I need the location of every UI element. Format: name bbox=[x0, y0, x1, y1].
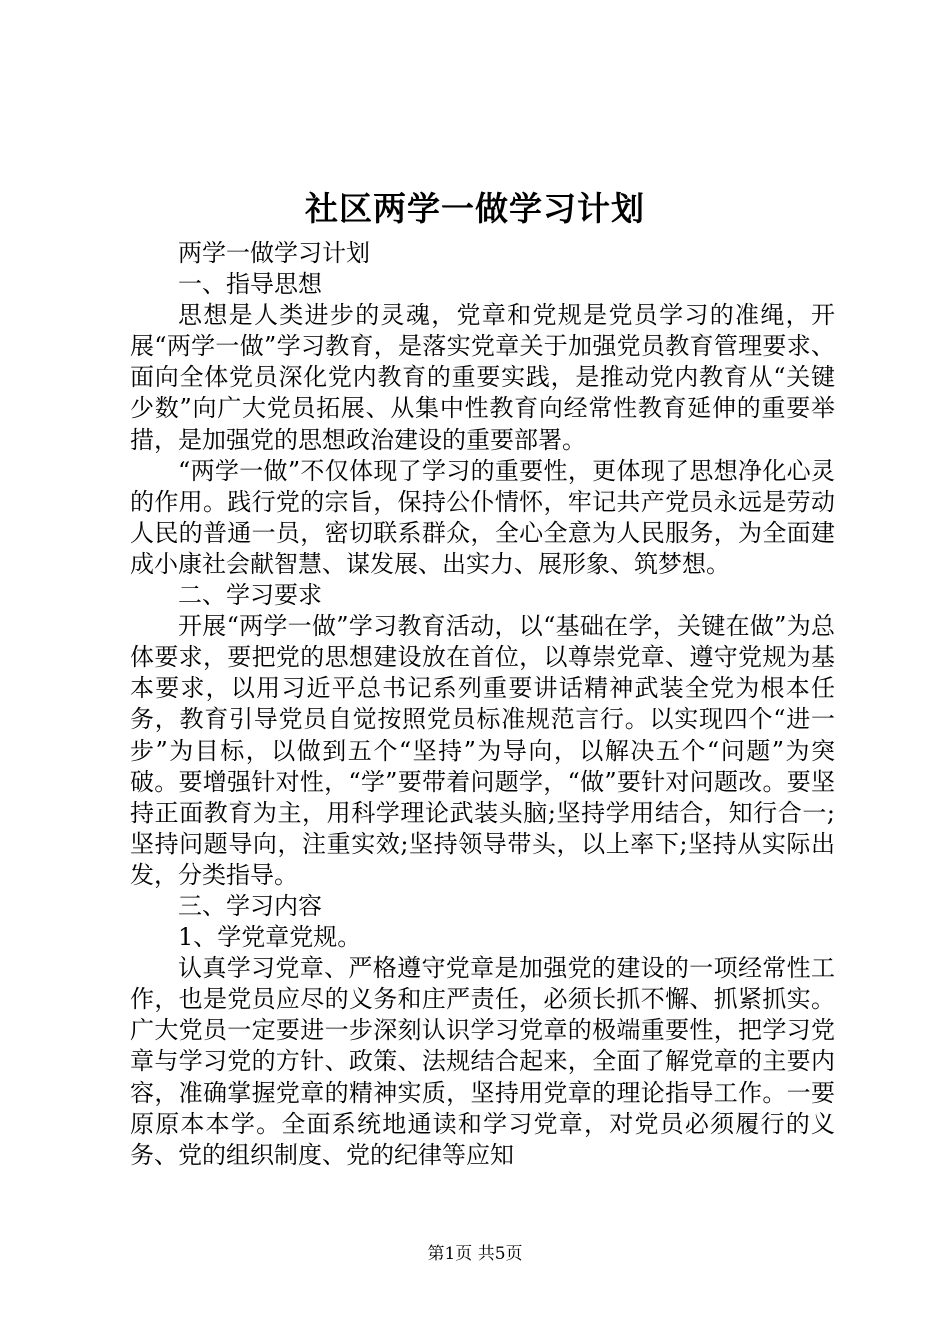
body-paragraph: 开展“两学一做”学习教育活动，以“基础在学，关键在做”为总体要求，要把党的思想建设放在首位，以尊崇党章、遵守党规为基本要求，以用习近平总书记系列重要讲话精神武装全党为根本任务，教育引导党员自觉按照党员标准规范言行。以实现四个“进一步”为目标，以做到五个“坚持”为导向，以解决五个“问题”为突破。要增强针对性，“学”要带着问题学，“做”要针对问题改。要坚持正面教育为主，用科学理论武装头脑;坚持学用结合，知行合一;坚持问题导向，注重实效;坚持领导带头，以上率下;坚持从实际出发，分类指导。 bbox=[130, 612, 835, 889]
section-heading: 一、指导思想 bbox=[178, 270, 322, 299]
subsection-heading: 1、学党章党规。 bbox=[178, 923, 362, 952]
page-footer: 第1页 共5页 bbox=[427, 1244, 523, 1264]
section-heading: 三、学习内容 bbox=[178, 891, 322, 920]
subtitle-paragraph: 两学一做学习计划 bbox=[178, 239, 370, 267]
body-paragraph: “两学一做”不仅体现了学习的重要性，更体现了思想净化心灵的作用。践行党的宗旨，保持公仆情怀，牢记共产党员永远是劳动人民的普通一员，密切联系群众，全心全意为人民服务，为全面建成小康社会献智慧、谋发展、出实力、展形象、筑梦想。 bbox=[130, 456, 835, 578]
body-paragraph: 思想是人类进步的灵魂，党章和党规是党员学习的准绳，开展“两学一做”学习教育，是落实党章关于加强党员教育管理要求、面向全体党员深化党内教育的重要实践，是推动党内教育从“关键少数”向广大党员拓展、从集中性教育向经常性教育延伸的重要举措，是加强党的思想政治建设的重要部署。 bbox=[130, 301, 835, 454]
body-paragraph: 认真学习党章、严格遵守党章是加强党的建设的一项经常性工作，也是党员应尽的义务和庄严责任，必须长抓不懈、抓紧抓实。广大党员一定要进一步深刻认识学习党章的极端重要性，把学习党章与学习党的方针、政策、法规结合起来，全面了解党章的主要内容，准确掌握党章的精神实质，坚持用党章的理论指导工作。一要原原本本学。全面系统地通读和学习党章，对党员必须履行的义务、党的组织制度、党的纪律等应知 bbox=[130, 954, 835, 1169]
document-body bbox=[130, 238, 835, 1171]
section-heading: 二、学习要求 bbox=[178, 581, 322, 610]
document-title: 社区两学一做学习计划 bbox=[305, 189, 645, 228]
